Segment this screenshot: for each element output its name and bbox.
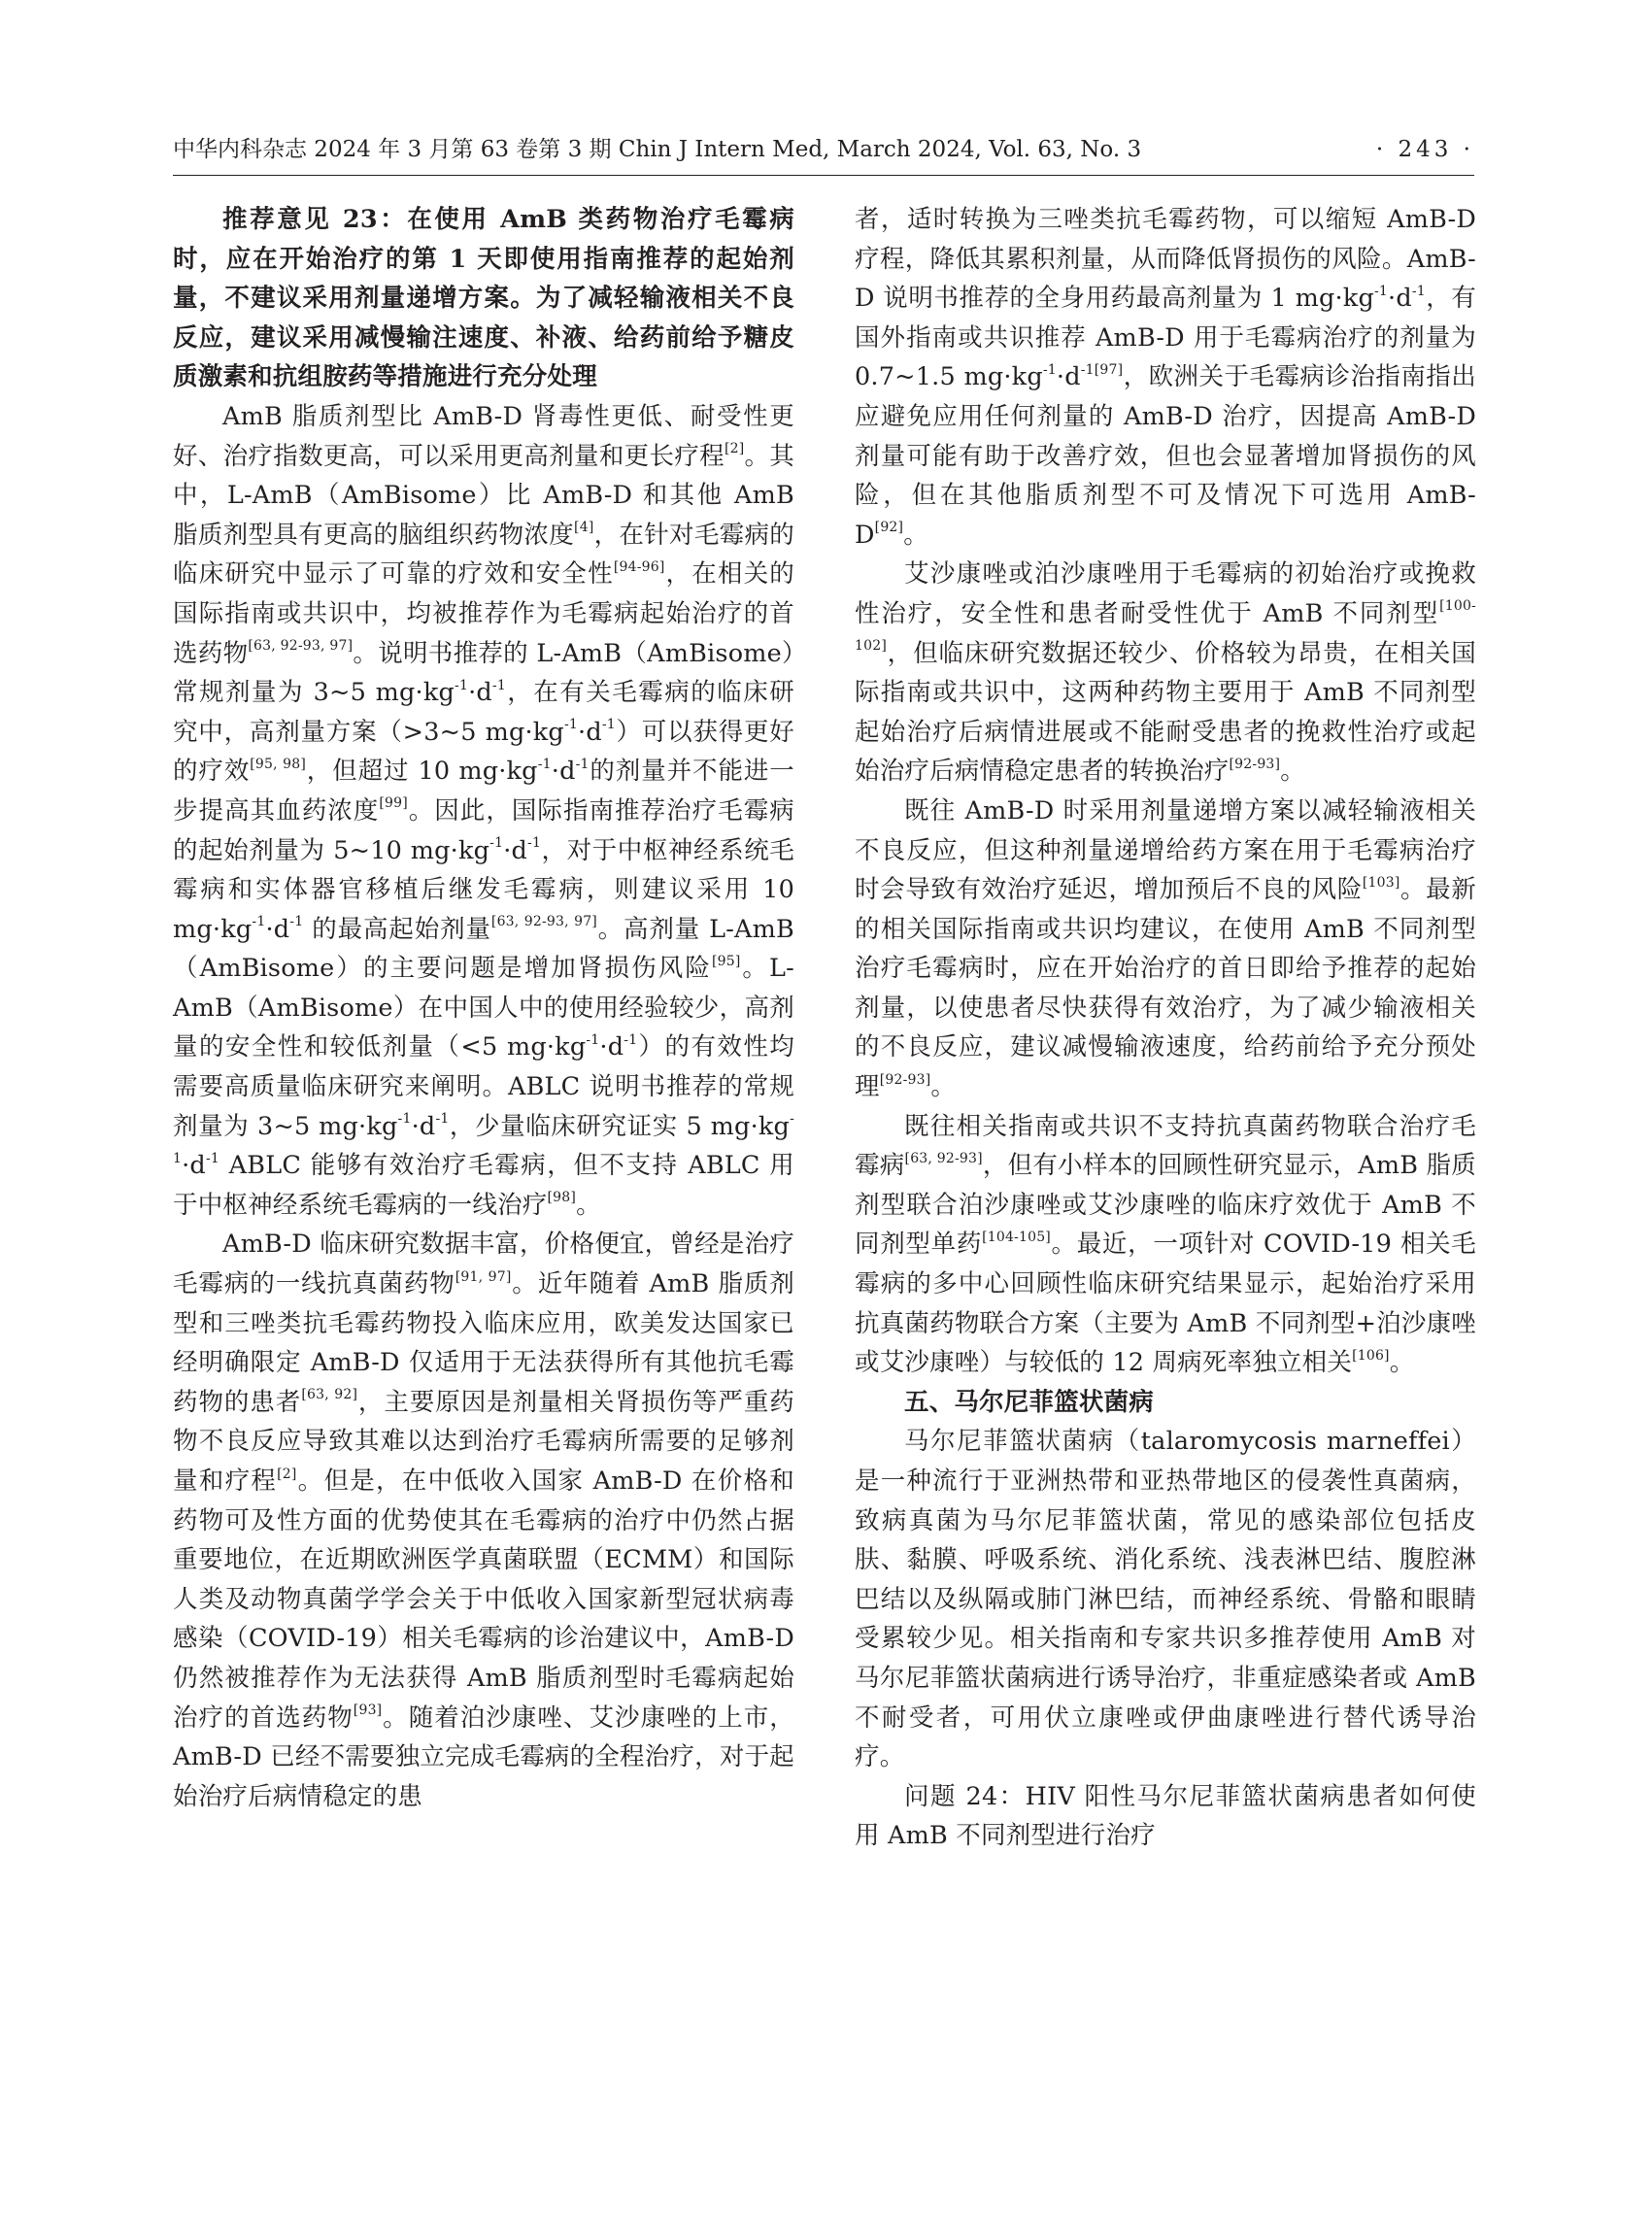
text-run: 。随着泊沙康唑、艾沙康唑的上市，AmB-D 已经不需要独立完成毛霉病的全程治疗，对于起始治疗后病情稳定的患: [173, 1702, 795, 1811]
superscript: [63, 92-93]: [904, 1150, 983, 1166]
superscript: -1: [491, 677, 506, 693]
superscript: -1: [563, 717, 579, 733]
question-24: 问题 24：HIV 阳性马尔尼菲篮状菌病患者如何使用 AmB 不同剂型进行治疗: [855, 1781, 1476, 1851]
text-run: ，少量临床研究证实 5 mg·kg: [449, 1111, 791, 1141]
superscript: [100-102]: [855, 598, 1476, 655]
superscript: [4]: [574, 520, 594, 536]
text-run: ，有国外指南或共识推荐 AmB-D 用于毛霉病治疗的剂量为 0.7~1.5 mg·kg: [855, 284, 1477, 392]
superscript: -1: [455, 677, 469, 693]
text-run: ·d: [1388, 284, 1412, 314]
text-run: ·d: [599, 1032, 624, 1062]
text-run: 。说明书推荐的 L-AmB（AmBisome）常规剂量为 3~5 mg·kg: [173, 638, 794, 708]
header-rule: [173, 175, 1474, 176]
paragraph-continued: [855, 200, 1476, 555]
text-run: 艾沙康唑或泊沙康唑用于毛霉病的初始治疗或挽救性治疗，安全性和患者耐受性优于 AmB 不同剂型: [855, 559, 1476, 628]
text-run: ，在相关的国际指南或共识中，均被推荐作为毛霉病起始治疗的首选药物: [173, 559, 794, 668]
text-run: 。L-AmB（AmBisome）在中国人中的使用经验较少，高剂量的安全性和较低剂量（<5 mg·kg: [173, 954, 794, 1062]
superscript: [63, 92]: [301, 1387, 358, 1403]
section-heading: 五、马尔尼菲篮状菌病: [904, 1387, 1155, 1417]
text-run: 。因此，国际指南推荐治疗毛霉病的起始剂量为 5~10 mg·kg: [173, 795, 794, 865]
text-run: AmB 脂质剂型比 AmB-D 肾毒性更低、耐受性更好、治疗指数更高，可以采用更高剂量和更长疗程: [173, 401, 794, 471]
superscript: [104-105]: [982, 1229, 1051, 1245]
text-run: AmB-D 临床研究数据丰富，价格便宜，曾经是治疗毛霉病的一线抗真菌药物: [173, 1230, 794, 1299]
superscript: [95, 98]: [250, 756, 307, 772]
superscript: -1: [527, 835, 542, 851]
superscript: -1: [205, 1150, 219, 1166]
text-run: ·d: [578, 717, 602, 747]
superscript: [103]: [1362, 874, 1400, 891]
text-run: ）可以获得更好的疗效: [173, 717, 794, 787]
superscript: [94-96]: [613, 558, 665, 575]
text-run: ·d: [182, 1151, 206, 1181]
superscript: [92-93]: [1229, 756, 1281, 772]
superscript: [98]: [547, 1190, 577, 1206]
text-run: 。: [903, 520, 928, 550]
paragraph: [855, 1107, 1476, 1383]
text-run: 。: [1389, 1348, 1415, 1378]
text-run: 。: [576, 1190, 601, 1220]
text-run: 。: [1280, 757, 1305, 787]
text-run: 的剂量并不能进一步提高其血药浓度: [173, 757, 794, 826]
superscript: -1: [601, 717, 616, 733]
recommendation-23: 推荐意见 23：在使用 AmB 类药物治疗毛霉病时，应在开始治疗的第 1 天即使用指南推荐的起始剂量，不建议采用剂量递增方案。为了减轻输液相关不良反应，建议采用减慢输注速度、补液、给药前给予糖皮质激素和抗组胺药等措施进行充分处理: [173, 205, 794, 392]
text-run: ，对于中枢神经系统毛霉病和实体器官移植后继发毛霉病，则建议采用 10 mg·kg: [173, 835, 794, 944]
superscript: [106]: [1352, 1347, 1390, 1364]
paragraph: [855, 792, 1476, 1107]
text-run: ·d: [551, 757, 576, 787]
superscript: -1: [586, 1031, 600, 1048]
text-run: ，在有关毛霉病的临床研究中，高剂量方案（>3~5 mg·kg: [173, 678, 794, 747]
superscript: [93]: [353, 1702, 383, 1719]
text-run: ·d: [468, 678, 492, 708]
superscript: -1[97]: [1080, 361, 1124, 378]
superscript: [63, 92-93, 97]: [248, 638, 354, 655]
superscript: -1: [1373, 283, 1389, 299]
superscript: -1: [489, 835, 504, 851]
text-run: ，欧洲关于毛霉病诊治指南指出应避免应用任何剂量的 AmB-D 治疗，因提高 AmB-D 剂量可能有助于改善疗效，但也会显著增加肾损伤的风险，但在其他脂质剂型不可及情况下可选用 AmB-D: [855, 362, 1476, 550]
superscript: [92-93]: [879, 1071, 931, 1088]
superscript: -1: [435, 1111, 450, 1128]
text-run: ，但超过 10 mg·kg: [306, 757, 538, 787]
text-run: 。最近，一项针对 COVID-19 相关毛霉病的多中心回顾性临床研究结果显示，起始治疗采用抗真菌药物联合方案（主要为 AmB 不同剂型+泊沙康唑或艾沙康唑）与较低的 12 周病死率独立相关: [855, 1230, 1476, 1378]
text-run: 。近年随着 AmB 脂质剂型和三唑类抗毛霉药物投入临床应用，欧美发达国家已经明确限定 AmB-D 仅适用于无法获得所有其他抗毛霉药物的患者: [173, 1269, 795, 1417]
superscript: [92]: [874, 520, 904, 536]
superscript: -1: [397, 1111, 412, 1128]
superscript: [2]: [724, 441, 745, 457]
text-run: 者，适时转换为三唑类抗毛霉药物，可以缩短 AmB-D 疗程，降低其累积剂量，从而降低肾损伤的风险。AmB-D 说明书推荐的全身用药最高剂量为 1 mg·kg: [855, 205, 1476, 314]
text-run: ABLC 能够有效治疗毛霉病，但不支持 ABLC 用于中枢神经系统毛霉病的一线治疗: [173, 1151, 794, 1220]
text-run: 既往相关指南或共识不支持抗真菌药物联合治疗毛霉病: [855, 1111, 1476, 1181]
text-run: 。其中，L-AmB（AmBisome）比 AmB-D 和其他 AmB 脂质剂型具有更高的脑组织药物浓度: [173, 441, 795, 550]
superscript: [63, 92-93, 97]: [490, 914, 597, 930]
page-number: · 243 ·: [1375, 137, 1474, 162]
text-run: 。最新的相关国际指南或共识均建议，在使用 AmB 不同剂型治疗毛霉病时，应在开始治疗的首日即给予推荐的起始剂量，以使患者尽快获得有效治疗，为了减少输液相关的不良反应，建议减慢输液速度，给药前给予充分预处理: [855, 875, 1476, 1102]
text-run: ）的有效性均需要高质量临床研究来阐明。ABLC 说明书推荐的常规剂量为 3~5 mg·kg: [173, 1032, 795, 1141]
left-column: [173, 200, 794, 1816]
superscript: -1: [1411, 283, 1426, 299]
paragraph: [855, 555, 1476, 792]
text-run: ，在针对毛霉病的临床研究中显示了可靠的疗效和安全性: [173, 520, 795, 590]
superscript: -1: [289, 914, 304, 930]
superscript: [95]: [711, 953, 741, 969]
text-run: 。高剂量 L-AmB（AmBisome）的主要问题是增加肾损伤风险: [173, 914, 794, 984]
paragraph: [173, 1225, 794, 1816]
text-run: ·d: [503, 835, 528, 865]
text-run: ·d: [411, 1111, 436, 1141]
superscript: -1: [624, 1031, 638, 1048]
text-run: ，主要原因是剂量相关肾损伤等严重药物不良反应导致其难以达到治疗毛霉病所需要的足够剂量和疗程: [173, 1387, 794, 1496]
superscript: -1: [173, 1111, 794, 1166]
paragraph: 马尔尼菲篮状菌病（talaromycosis marneffei）是一种流行于亚洲热带和亚热带地区的侵袭性真菌病，致病真菌为马尔尼菲篮状菌，常见的感染部位包括皮肤、黏膜、呼吸系统、消化系统、浅表淋巴结、腹腔淋巴结以及纵隔或肺门淋巴结，而神经系统、骨骼和眼睛受累较少见。相关指南和专家共识多推荐使用 AmB 对马尔尼菲篮状菌病进行诱导治疗，非重症感染者或 AmB 不耐受者，可用伏立康唑或伊曲康唑进行替代诱导治疗。: [855, 1427, 1476, 1772]
text-run: 。但是，在中低收入国家 AmB-D 在价格和药物可及性方面的优势使其在毛霉病的治疗中仍然占据重要地位，在近期欧洲医学真菌联盟（ECMM）和国际人类及动物真菌学学会关于中低收入国家新型冠状病毒感染（COVID-19）相关毛霉病的诊治建议中，AmB-D 仍然被推荐作为无法获得 AmB 脂质剂型时毛霉病起始治疗的首选药物: [173, 1466, 794, 1733]
superscript: [99]: [379, 795, 408, 812]
text-run: ，但临床研究数据还较少、价格较为昂贵，在相关国际指南或共识中，这两种药物主要用于 AmB 不同剂型起始治疗后病情进展或不能耐受患者的挽救性治疗或起始治疗后病情稳定患者的转换治疗: [855, 638, 1476, 787]
running-header: [173, 130, 1474, 169]
right-column: [855, 200, 1476, 1856]
superscript: [91, 97]: [455, 1268, 512, 1285]
text-run: 。: [930, 1072, 957, 1102]
superscript: -1: [1042, 361, 1057, 378]
text-run: ，但有小样本的回顾性研究显示，AmB 脂质剂型联合泊沙康唑或艾沙康唑的临床疗效优于 AmB 不同剂型单药: [855, 1151, 1476, 1260]
text-run: 的最高起始剂量: [303, 914, 491, 944]
paragraph: [173, 397, 794, 1225]
superscript: -1: [537, 756, 552, 772]
text-run: ·d: [1056, 362, 1081, 392]
superscript: -1: [252, 914, 266, 930]
superscript: [2]: [277, 1466, 297, 1482]
superscript: -1: [575, 756, 590, 772]
text-run: ·d: [265, 914, 290, 944]
text-run: 既往 AmB-D 时采用剂量递增方案以减轻输液相关不良反应，但这种剂量递增给药方案在用于毛霉病治疗时会导致有效治疗延迟，增加预后不良的风险: [855, 795, 1476, 905]
journal-citation: 中华内科杂志 2024 年 3 月第 63 卷第 3 期 Chin J Intern Med, March 2024, Vol. 63, No. 3: [173, 137, 1142, 162]
